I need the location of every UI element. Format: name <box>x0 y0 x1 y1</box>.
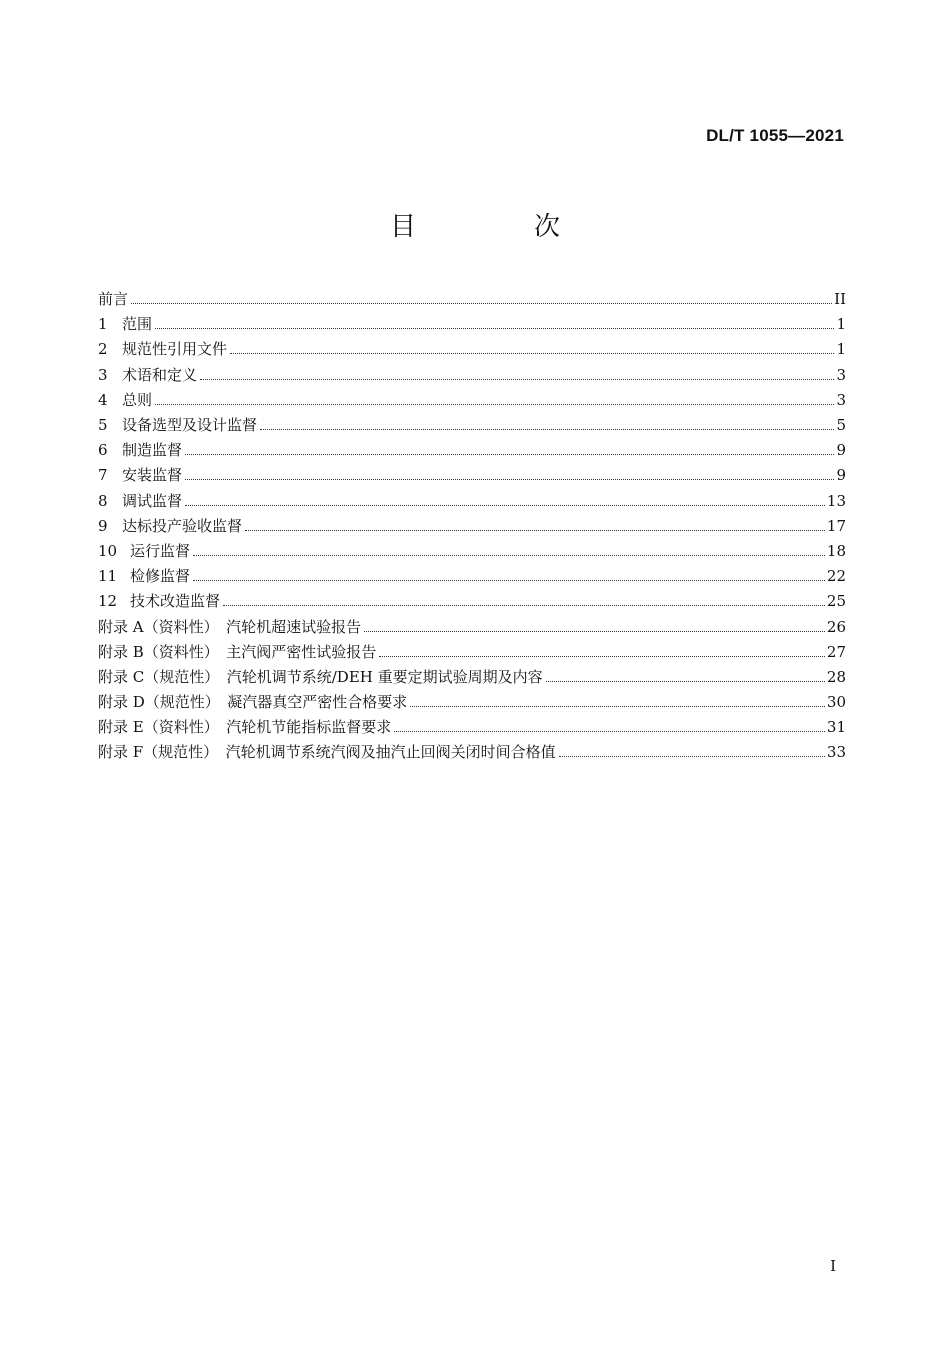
toc-entry-number: 10 <box>98 541 118 560</box>
toc-entry-page: 33 <box>826 743 846 762</box>
toc-entry-label: 检修监督 <box>130 567 191 586</box>
toc-entry-appendix-b[interactable] <box>98 640 846 665</box>
toc-leader-dots <box>185 479 834 480</box>
toc-entry-appendix-f[interactable] <box>98 740 846 765</box>
toc-entry-7[interactable] <box>98 463 846 488</box>
toc-entry-page: 9 <box>836 466 846 485</box>
toc-entry-page: 28 <box>826 667 846 686</box>
toc-leader-dots <box>379 656 825 657</box>
toc-entry-page: 9 <box>836 441 846 460</box>
toc-entry-page: 5 <box>836 416 846 435</box>
toc-leader-dots <box>260 429 834 430</box>
toc-leader-dots <box>185 505 825 506</box>
document-code: DL/T 1055—2021 <box>706 126 844 145</box>
toc-entry-page: 3 <box>836 390 846 409</box>
toc-leader-dots <box>559 756 825 757</box>
toc-entry-number: 2 <box>98 340 108 359</box>
toc-leader-dots <box>155 328 834 329</box>
toc-entry-page: 30 <box>826 693 846 712</box>
toc-entry-label: 运行监督 <box>130 541 191 560</box>
toc-entry-page: 31 <box>826 718 846 737</box>
toc-entry-label: 规范性引用文件 <box>122 340 228 359</box>
toc-entry-page: 1 <box>836 340 846 359</box>
toc-entry-appendix-e[interactable] <box>98 715 846 740</box>
toc-entry-number: 5 <box>98 416 108 435</box>
toc-entry-number: 8 <box>98 491 108 510</box>
toc-entry-number: 11 <box>98 567 118 586</box>
toc-entry-label: 附录 B（资料性） 主汽阀严密性试验报告 <box>98 642 377 661</box>
toc-entry-6[interactable] <box>98 438 846 463</box>
toc-entry-3[interactable] <box>98 363 846 388</box>
toc-entry-label: 安装监督 <box>122 466 183 485</box>
toc-entry-label: 术语和定义 <box>122 365 198 384</box>
toc-entry-label: 附录 C（规范性） 汽轮机调节系统/DEH 重要定期试验周期及内容 <box>98 667 543 686</box>
toc-entry-preface[interactable] <box>98 287 846 312</box>
toc-entry-page: 1 <box>836 315 846 334</box>
toc-leader-dots <box>223 605 825 606</box>
toc-entry-12[interactable] <box>98 589 846 614</box>
toc-entry-label: 附录 F（规范性） 汽轮机调节系统汽阀及抽汽止回阀关闭时间合格值 <box>98 743 556 762</box>
toc-entry-2[interactable] <box>98 337 846 362</box>
toc-entry-number: 9 <box>98 516 108 535</box>
toc-entry-appendix-c[interactable] <box>98 665 846 690</box>
toc-leader-dots <box>364 631 825 632</box>
toc-entry-label: 总则 <box>122 390 153 409</box>
toc-entry-page: II <box>834 290 846 309</box>
toc-leader-dots <box>245 530 825 531</box>
toc-leader-dots <box>230 353 834 354</box>
toc-entry-number: 12 <box>98 592 118 611</box>
toc-entry-page: 3 <box>836 365 846 384</box>
toc-entry-page: 25 <box>826 592 846 611</box>
toc-entry-4[interactable] <box>98 388 846 413</box>
toc-entry-label: 制造监督 <box>122 441 183 460</box>
toc-entry-page: 18 <box>826 541 846 560</box>
toc-entry-page: 26 <box>826 617 846 636</box>
toc-entry-11[interactable] <box>98 564 846 589</box>
toc-entry-10[interactable] <box>98 539 846 564</box>
toc-entry-8[interactable] <box>98 489 846 514</box>
toc-entry-number: 1 <box>98 315 108 334</box>
toc-entry-label: 附录 E（资料性） 汽轮机节能指标监督要求 <box>98 718 392 737</box>
toc-entry-number: 3 <box>98 365 108 384</box>
page-title: 目 次 <box>389 212 606 242</box>
toc-leader-dots <box>193 555 825 556</box>
toc-entry-appendix-d[interactable] <box>98 690 846 715</box>
toc-leader-dots <box>155 404 834 405</box>
toc-entry-label: 达标投产验收监督 <box>122 516 243 535</box>
toc-leader-dots <box>200 379 834 380</box>
toc-entry-label: 附录 D（规范性） 凝汽器真空严密性合格要求 <box>98 693 408 712</box>
toc-entry-9[interactable] <box>98 514 846 539</box>
toc-entry-label: 附录 A（资料性） 汽轮机超速试验报告 <box>98 617 362 636</box>
toc-leader-dots <box>185 454 834 455</box>
toc-leader-dots <box>131 303 832 304</box>
toc-entry-label: 调试监督 <box>122 491 183 510</box>
table-of-contents <box>98 287 846 766</box>
toc-entry-number: 6 <box>98 441 108 460</box>
toc-entry-label: 前言 <box>98 290 129 309</box>
toc-entry-label: 技术改造监督 <box>130 592 221 611</box>
toc-entry-page: 22 <box>826 567 846 586</box>
toc-leader-dots <box>410 706 825 707</box>
page-number: I <box>830 1257 836 1275</box>
toc-entry-label: 设备选型及设计监督 <box>122 416 258 435</box>
toc-entry-appendix-a[interactable] <box>98 614 846 639</box>
toc-entry-5[interactable] <box>98 413 846 438</box>
toc-entry-label: 范围 <box>122 315 153 334</box>
toc-entry-page: 17 <box>826 516 846 535</box>
toc-leader-dots <box>394 731 825 732</box>
toc-entry-number: 4 <box>98 390 108 409</box>
toc-leader-dots <box>546 681 825 682</box>
toc-entry-1[interactable] <box>98 312 846 337</box>
toc-entry-page: 13 <box>826 491 846 510</box>
toc-leader-dots <box>193 580 825 581</box>
toc-entry-page: 27 <box>826 642 846 661</box>
toc-entry-number: 7 <box>98 466 108 485</box>
